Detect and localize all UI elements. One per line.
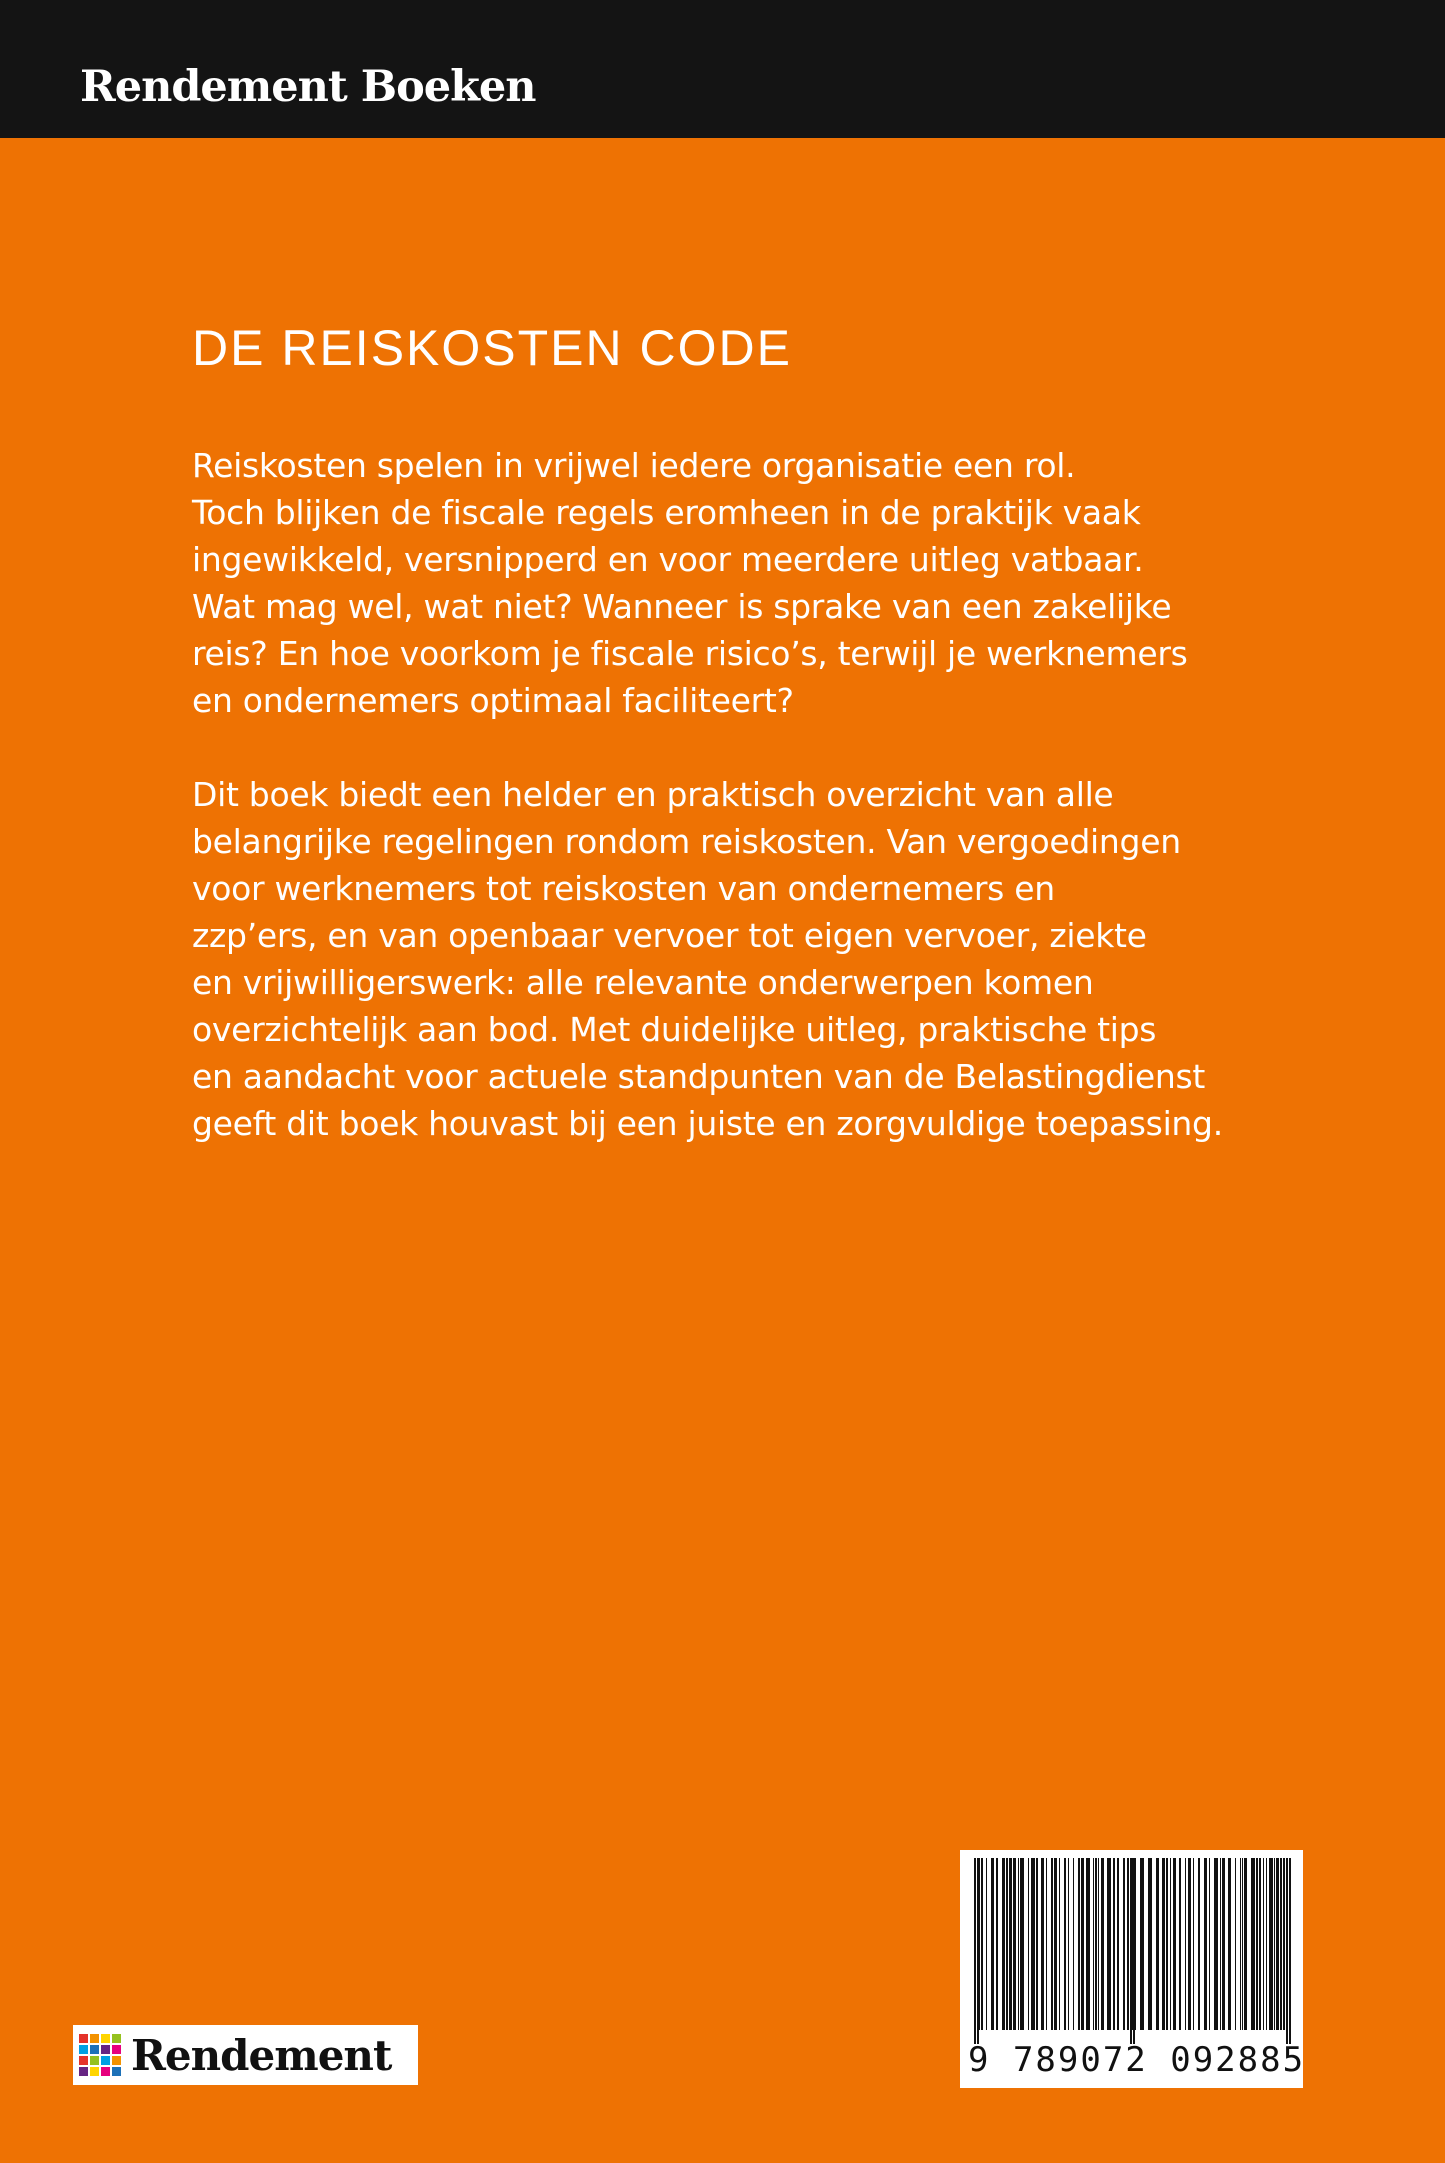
barcode-bar [1107,1858,1111,2030]
logo-grid-square [101,2056,110,2065]
isbn-number: 9 789072 092885 [968,2040,1306,2080]
barcode-bar [1179,1858,1181,2030]
barcode-bar [1013,1858,1016,2030]
barcode-bar [1006,1858,1008,2030]
barcode-bar [1068,1858,1069,2030]
barcode-bar [1242,1858,1243,2030]
barcode-bar [1073,1858,1074,2030]
barcode-bar [1002,1858,1005,2030]
barcode-bar [1283,1858,1285,2030]
paragraph-line: Wat mag wel, wat niet? Wanneer is sprake van een zakelijke [192,587,1172,626]
barcode-bar [1123,1858,1125,2030]
logo-grid-square [90,2056,99,2065]
barcode-bar [1028,1858,1029,2030]
barcode-bar [1240,1858,1241,2030]
barcode-bar [1020,1858,1024,2030]
barcode-bar [1166,1858,1168,2030]
barcode-bar [1220,1858,1221,2030]
barcode-bar [1046,1858,1047,2030]
barcode-guard-bar [1286,1858,1288,2044]
barcode-bar [1140,1858,1144,2030]
barcode-bar [1244,1858,1247,2030]
logo-grid-square [79,2034,88,2043]
paragraph-line: voor werknemers tot reiskosten van ondernemers en [192,869,1055,908]
barcode-bar [1041,1858,1044,2030]
barcode-bar [1059,1858,1060,2030]
barcode-bar [1269,1858,1273,2030]
barcode-bar [1009,1858,1012,2030]
barcode-bar [1156,1858,1159,2030]
barcode-bar [1051,1858,1053,2030]
barcode-bar [1081,1858,1084,2030]
barcode-bar [1054,1858,1057,2030]
barcode-bar [1162,1858,1165,2030]
barcode-bar [1222,1858,1225,2030]
barcode-bar [1276,1858,1279,2030]
paragraph-line: geeft dit boek houvast bij een juiste en zorgvuldige toepassing. [192,1104,1223,1143]
barcode-bar [1078,1858,1080,2030]
paragraph-line: ingewikkeld, versnipperd en voor meerdere uitleg vatbaar. [192,540,1144,579]
barcode-bar [1170,1858,1171,2030]
barcode-bar [1185,1858,1186,2030]
logo-grid-icon [79,2034,121,2076]
barcode-bar [1093,1858,1094,2030]
barcode-guard-bar [974,1858,976,2044]
barcode-bar [1251,1858,1255,2030]
barcode-bar [1188,1858,1191,2030]
barcode-bar [1266,1858,1267,2030]
barcode-bar [996,1858,998,2030]
barcode-bar [1098,1858,1099,2030]
barcode-bar [1101,1858,1104,2030]
barcode-bar [1280,1858,1282,2030]
publisher-series-name: Rendement Boeken [80,62,536,112]
paragraph-line: reis? En hoe voorkom je fiscale risico’s, terwijl je werknemers [192,634,1188,673]
logo-grid-square [112,2034,121,2043]
barcode-bar [979,1858,980,2030]
barcode-bar [1263,1858,1264,2030]
logo-grid-square [112,2056,121,2065]
top-bar [0,0,1445,138]
logo-grid-square [112,2067,121,2076]
logo-grid-square [101,2034,110,2043]
barcode-bar [1064,1858,1066,2030]
logo-grid-square [101,2045,110,2054]
logo-grid-square [90,2067,99,2076]
rendement-logo [73,2025,418,2085]
barcode [960,1850,1306,2088]
barcode-bar [1193,1858,1194,2030]
barcode-bar [1036,1858,1038,2030]
logo-grid-square [112,2045,121,2054]
logo-grid-square [101,2067,110,2076]
logo-text: Rendement [131,2030,392,2080]
paragraph-line: Dit boek biedt een helder en praktisch overzicht van alle [192,775,1114,814]
barcode-bar [1274,1858,1275,2030]
barcode-bar [1031,1858,1035,2030]
logo-grid-square [90,2034,99,2043]
barcode-bar [1095,1858,1097,2030]
paragraph-line: en vrijwilligerswerk: alle relevante onderwerpen komen [192,963,1094,1002]
barcode-bar [1209,1858,1210,2030]
description-paragraph-2 [192,771,1312,1147]
barcode-bar [1198,1858,1200,2030]
barcode-guard-bar [1133,1858,1135,2044]
paragraph-line: belangrijke regelingen rondom reiskosten. Van vergoedingen [192,822,1181,861]
logo-grid-square [79,2067,88,2076]
logo-grid-square [79,2045,88,2054]
paragraph-line: overzichtelijk aan bod. Met duidelijke uitleg, praktische tips [192,1010,1157,1049]
barcode-bar [981,1858,983,2030]
paragraph-line: zzp’ers, en van openbaar vervoer tot eigen vervoer, ziekte [192,916,1147,955]
barcode-guard-bar [1289,1858,1291,2044]
paragraph-line: en aandacht voor actuele standpunten van de Belastingdienst [192,1057,1205,1096]
barcode-bar [1204,1858,1207,2030]
back-cover-content [192,300,1312,1147]
barcode-bar [1148,1858,1152,2030]
barcode-bar [1117,1858,1119,2030]
paragraph-line: en ondernemers optimaal faciliteert? [192,681,794,720]
barcode-bar [1127,1858,1129,2030]
paragraph-line: Reiskosten spelen in vrijwel iedere organisatie een rol. [192,446,1076,485]
barcode-guard-bar [977,1858,979,2044]
logo-grid-square [90,2045,99,2054]
description-paragraph-1 [192,442,1312,724]
paragraph-line: Toch blijken de fiscale regels eromheen in de praktijk vaak [192,493,1141,532]
barcode-bar [1228,1858,1231,2030]
barcode-guard-bar [1130,1858,1132,2044]
barcode-bar [1259,1858,1261,2030]
barcode-bar [1086,1858,1090,2030]
logo-grid-square [79,2056,88,2065]
barcode-bar [991,1858,994,2030]
barcode-bar [1214,1858,1218,2030]
barcode-bar [1173,1858,1176,2030]
barcode-bar [1235,1858,1236,2030]
barcode-bar [1018,1858,1019,2030]
barcode-bar [1113,1858,1115,2030]
book-title: DE REISKOSTEN CODE [192,320,792,376]
barcode-bar [1256,1858,1258,2030]
barcode-bar [986,1858,987,2030]
